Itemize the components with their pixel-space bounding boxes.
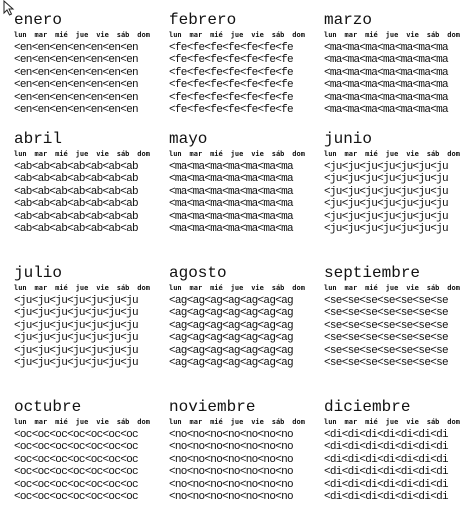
- month-agosto: [169, 264, 315, 369]
- weekday-header: [324, 149, 460, 159]
- weekday-label: lun: [169, 284, 182, 292]
- weekday-label: dom: [137, 284, 150, 292]
- month-title: julio: [14, 264, 63, 282]
- day-grid: [14, 42, 160, 116]
- week-row: <no<no<no<no<no<no<no: [169, 429, 293, 441]
- month-title: enero: [14, 11, 63, 29]
- weekday-label: sáb: [426, 150, 440, 158]
- weekday-label: mar: [344, 284, 358, 292]
- month-title: marzo: [324, 11, 373, 29]
- weekday-label: dom: [292, 31, 305, 39]
- week-row: <ju<ju<ju<ju<ju<ju<ju: [324, 210, 448, 223]
- week-row: <en<en<en<en<en<en<en: [14, 91, 138, 104]
- week-row: <di<di<di<di<di<di<di: [324, 491, 448, 504]
- week-row: <ma<ma<ma<ma<ma<ma<ma: [324, 91, 448, 104]
- day-grid: [324, 42, 470, 116]
- weekday-header: [324, 417, 460, 427]
- weekday-label: dom: [292, 150, 305, 158]
- weekday-label: mar: [344, 150, 358, 158]
- week-row: <ju<ju<ju<ju<ju<ju<ju: [324, 223, 448, 236]
- weekday-label: sáb: [116, 418, 130, 426]
- week-row: <ma<ma<ma<ma<ma<ma<ma: [169, 198, 293, 211]
- week-row: <ab<ab<ab<ab<ab<ab<ab: [14, 198, 138, 211]
- weekday-header: [324, 30, 460, 40]
- weekday-label: mar: [189, 150, 203, 158]
- week-row: <ma<ma<ma<ma<ma<ma<ma: [169, 223, 293, 236]
- weekday-label: mié: [55, 31, 68, 39]
- week-row: <ag<ag<ag<ag<ag<ag<ag: [169, 307, 293, 320]
- weekday-label: jue: [75, 31, 89, 39]
- week-row: <fe<fe<fe<fe<fe<fe<fe: [169, 54, 293, 67]
- week-row: <se<se<se<se<se<se<se: [324, 344, 448, 357]
- weekday-label: lun: [324, 150, 337, 158]
- weekday-label: sáb: [271, 31, 285, 39]
- weekday-header: [14, 30, 150, 40]
- week-row: <oc<oc<oc<oc<oc<oc<oc: [14, 466, 138, 479]
- weekday-label: sáb: [116, 31, 130, 39]
- weekday-label: jue: [230, 31, 244, 39]
- week-row: <fe<fe<fe<fe<fe<fe<fe: [169, 91, 293, 104]
- week-row: <ab<ab<ab<ab<ab<ab<ab: [14, 223, 138, 236]
- weekday-label: sáb: [271, 284, 285, 292]
- weekday-label: vie: [251, 31, 264, 39]
- weekday-label: mié: [365, 150, 378, 158]
- week-row: <ag<ag<ag<ag<ag<ag<ag: [169, 332, 293, 345]
- week-row: <ju<ju<ju<ju<ju<ju<ju: [14, 307, 138, 320]
- month-diciembre: [324, 398, 470, 503]
- day-grid: [169, 429, 315, 503]
- weekday-label: mar: [344, 31, 358, 39]
- weekday-label: jue: [75, 284, 89, 292]
- weekday-label: dom: [447, 31, 460, 39]
- weekday-label: mar: [34, 31, 48, 39]
- week-row: <ab<ab<ab<ab<ab<ab<ab: [14, 185, 138, 198]
- weekday-label: sáb: [271, 418, 285, 426]
- weekday-header: [324, 283, 460, 293]
- week-row: <se<se<se<se<se<se<se: [324, 319, 448, 332]
- weekday-label: sáb: [426, 418, 440, 426]
- weekday-label: jue: [385, 150, 399, 158]
- weekday-label: mié: [210, 284, 223, 292]
- weekday-label: mié: [365, 418, 378, 426]
- weekday-label: jue: [230, 284, 244, 292]
- week-row: <ju<ju<ju<ju<ju<ju<ju: [324, 198, 448, 211]
- week-row: <no<no<no<no<no<no<no: [169, 466, 293, 479]
- weekday-label: mar: [34, 150, 48, 158]
- week-row: <di<di<di<di<di<di<di: [324, 466, 448, 479]
- weekday-label: vie: [96, 418, 109, 426]
- weekday-label: jue: [75, 150, 89, 158]
- month-title: octubre: [14, 398, 82, 416]
- day-grid: [324, 295, 470, 369]
- week-row: <ab<ab<ab<ab<ab<ab<ab: [14, 210, 138, 223]
- week-row: <ma<ma<ma<ma<ma<ma<ma: [324, 54, 448, 67]
- weekday-label: lun: [14, 284, 27, 292]
- week-row: <oc<oc<oc<oc<oc<oc<oc: [14, 441, 138, 454]
- weekday-label: mar: [189, 31, 203, 39]
- month-title: mayo: [169, 130, 208, 148]
- week-row: <fe<fe<fe<fe<fe<fe<fe: [169, 104, 293, 117]
- month-abril: [14, 130, 160, 235]
- month-septiembre: [324, 264, 470, 369]
- week-row: <en<en<en<en<en<en<en: [14, 42, 138, 54]
- week-row: <ju<ju<ju<ju<ju<ju<ju: [324, 173, 448, 186]
- weekday-label: dom: [447, 150, 460, 158]
- week-row: <ju<ju<ju<ju<ju<ju<ju: [14, 319, 138, 332]
- day-grid: [14, 429, 160, 503]
- week-row: <ju<ju<ju<ju<ju<ju<ju: [14, 332, 138, 345]
- week-row: <se<se<se<se<se<se<se: [324, 357, 448, 370]
- weekday-label: jue: [230, 150, 244, 158]
- day-grid: [14, 161, 160, 235]
- month-title: agosto: [169, 264, 227, 282]
- week-row: <ma<ma<ma<ma<ma<ma<ma: [324, 79, 448, 92]
- week-row: <ab<ab<ab<ab<ab<ab<ab: [14, 173, 138, 186]
- week-row: <ab<ab<ab<ab<ab<ab<ab: [14, 161, 138, 173]
- weekday-label: lun: [169, 31, 182, 39]
- weekday-label: jue: [385, 31, 399, 39]
- weekday-label: lun: [324, 31, 337, 39]
- month-junio: [324, 130, 470, 235]
- weekday-label: vie: [251, 284, 264, 292]
- month-febrero: [169, 11, 315, 116]
- month-mayo: [169, 130, 315, 235]
- week-row: <en<en<en<en<en<en<en: [14, 66, 138, 79]
- week-row: <fe<fe<fe<fe<fe<fe<fe: [169, 79, 293, 92]
- week-row: <ju<ju<ju<ju<ju<ju<ju: [14, 357, 138, 370]
- weekday-label: sáb: [116, 284, 130, 292]
- weekday-label: lun: [324, 418, 337, 426]
- weekday-label: mié: [55, 418, 68, 426]
- week-row: <ma<ma<ma<ma<ma<ma<ma: [169, 161, 293, 173]
- week-row: <ju<ju<ju<ju<ju<ju<ju: [14, 344, 138, 357]
- weekday-label: mar: [189, 418, 203, 426]
- weekday-label: mar: [34, 418, 48, 426]
- weekday-label: mié: [55, 284, 68, 292]
- weekday-label: dom: [447, 284, 460, 292]
- weekday-label: vie: [251, 418, 264, 426]
- week-row: <ma<ma<ma<ma<ma<ma<ma: [324, 104, 448, 117]
- month-enero: [14, 11, 160, 116]
- weekday-label: sáb: [426, 284, 440, 292]
- weekday-label: vie: [96, 31, 109, 39]
- weekday-label: dom: [447, 418, 460, 426]
- day-grid: [324, 161, 470, 235]
- week-row: <di<di<di<di<di<di<di: [324, 478, 448, 491]
- month-title: junio: [324, 130, 373, 148]
- weekday-header: [169, 30, 305, 40]
- weekday-label: vie: [251, 150, 264, 158]
- weekday-label: dom: [137, 31, 150, 39]
- weekday-label: jue: [385, 418, 399, 426]
- week-row: <ma<ma<ma<ma<ma<ma<ma: [324, 42, 448, 54]
- weekday-label: mié: [210, 418, 223, 426]
- week-row: <ag<ag<ag<ag<ag<ag<ag: [169, 357, 293, 370]
- weekday-label: dom: [137, 418, 150, 426]
- month-octubre: [14, 398, 160, 503]
- week-row: <ju<ju<ju<ju<ju<ju<ju: [324, 161, 448, 173]
- month-title: noviembre: [169, 398, 256, 416]
- weekday-label: sáb: [116, 150, 130, 158]
- week-row: <di<di<di<di<di<di<di: [324, 441, 448, 454]
- month-title: febrero: [169, 11, 237, 29]
- weekday-label: sáb: [271, 150, 285, 158]
- weekday-label: mié: [55, 150, 68, 158]
- week-row: <oc<oc<oc<oc<oc<oc<oc: [14, 429, 138, 441]
- week-row: <fe<fe<fe<fe<fe<fe<fe: [169, 66, 293, 79]
- weekday-label: vie: [406, 150, 419, 158]
- weekday-label: dom: [292, 418, 305, 426]
- week-row: <fe<fe<fe<fe<fe<fe<fe: [169, 42, 293, 54]
- weekday-label: lun: [14, 150, 27, 158]
- weekday-label: lun: [14, 418, 27, 426]
- day-grid: [14, 295, 160, 369]
- month-marzo: [324, 11, 470, 116]
- month-julio: [14, 264, 160, 369]
- week-row: <se<se<se<se<se<se<se: [324, 307, 448, 320]
- weekday-label: dom: [292, 284, 305, 292]
- weekday-label: vie: [406, 418, 419, 426]
- week-row: <ag<ag<ag<ag<ag<ag<ag: [169, 295, 293, 307]
- weekday-label: lun: [14, 31, 27, 39]
- day-grid: [169, 161, 315, 235]
- weekday-header: [14, 283, 150, 293]
- weekday-label: vie: [96, 284, 109, 292]
- week-row: <oc<oc<oc<oc<oc<oc<oc: [14, 491, 138, 504]
- weekday-label: sáb: [426, 31, 440, 39]
- month-title: abril: [14, 130, 63, 148]
- week-row: <ma<ma<ma<ma<ma<ma<ma: [324, 66, 448, 79]
- week-row: <se<se<se<se<se<se<se: [324, 295, 448, 307]
- weekday-header: [14, 417, 150, 427]
- weekday-label: lun: [169, 150, 182, 158]
- weekday-label: jue: [230, 418, 244, 426]
- week-row: <no<no<no<no<no<no<no: [169, 441, 293, 454]
- weekday-label: jue: [385, 284, 399, 292]
- week-row: <en<en<en<en<en<en<en: [14, 79, 138, 92]
- week-row: <ag<ag<ag<ag<ag<ag<ag: [169, 344, 293, 357]
- weekday-label: jue: [75, 418, 89, 426]
- weekday-header: [169, 417, 305, 427]
- week-row: <ag<ag<ag<ag<ag<ag<ag: [169, 319, 293, 332]
- week-row: <en<en<en<en<en<en<en: [14, 104, 138, 117]
- month-title: diciembre: [324, 398, 411, 416]
- weekday-header: [14, 149, 150, 159]
- weekday-label: vie: [406, 31, 419, 39]
- weekday-label: lun: [169, 418, 182, 426]
- weekday-label: mié: [365, 31, 378, 39]
- day-grid: [324, 429, 470, 503]
- week-row: <no<no<no<no<no<no<no: [169, 478, 293, 491]
- week-row: <ma<ma<ma<ma<ma<ma<ma: [169, 185, 293, 198]
- weekday-label: mar: [344, 418, 358, 426]
- week-row: <oc<oc<oc<oc<oc<oc<oc: [14, 478, 138, 491]
- month-noviembre: [169, 398, 315, 503]
- month-title: septiembre: [324, 264, 421, 282]
- weekday-label: dom: [137, 150, 150, 158]
- week-row: <di<di<di<di<di<di<di: [324, 429, 448, 441]
- weekday-label: vie: [406, 284, 419, 292]
- weekday-label: mar: [189, 284, 203, 292]
- weekday-label: mar: [34, 284, 48, 292]
- week-row: <no<no<no<no<no<no<no: [169, 453, 293, 466]
- weekday-header: [169, 283, 305, 293]
- week-row: <ma<ma<ma<ma<ma<ma<ma: [169, 173, 293, 186]
- weekday-label: mié: [210, 31, 223, 39]
- week-row: <no<no<no<no<no<no<no: [169, 491, 293, 504]
- week-row: <en<en<en<en<en<en<en: [14, 54, 138, 67]
- week-row: <di<di<di<di<di<di<di: [324, 453, 448, 466]
- day-grid: [169, 295, 315, 369]
- week-row: <oc<oc<oc<oc<oc<oc<oc: [14, 453, 138, 466]
- weekday-label: mié: [365, 284, 378, 292]
- weekday-label: lun: [324, 284, 337, 292]
- day-grid: [169, 42, 315, 116]
- week-row: <ju<ju<ju<ju<ju<ju<ju: [324, 185, 448, 198]
- weekday-label: vie: [96, 150, 109, 158]
- weekday-label: mié: [210, 150, 223, 158]
- week-row: <ma<ma<ma<ma<ma<ma<ma: [169, 210, 293, 223]
- week-row: <ju<ju<ju<ju<ju<ju<ju: [14, 295, 138, 307]
- weekday-header: [169, 149, 305, 159]
- week-row: <se<se<se<se<se<se<se: [324, 332, 448, 345]
